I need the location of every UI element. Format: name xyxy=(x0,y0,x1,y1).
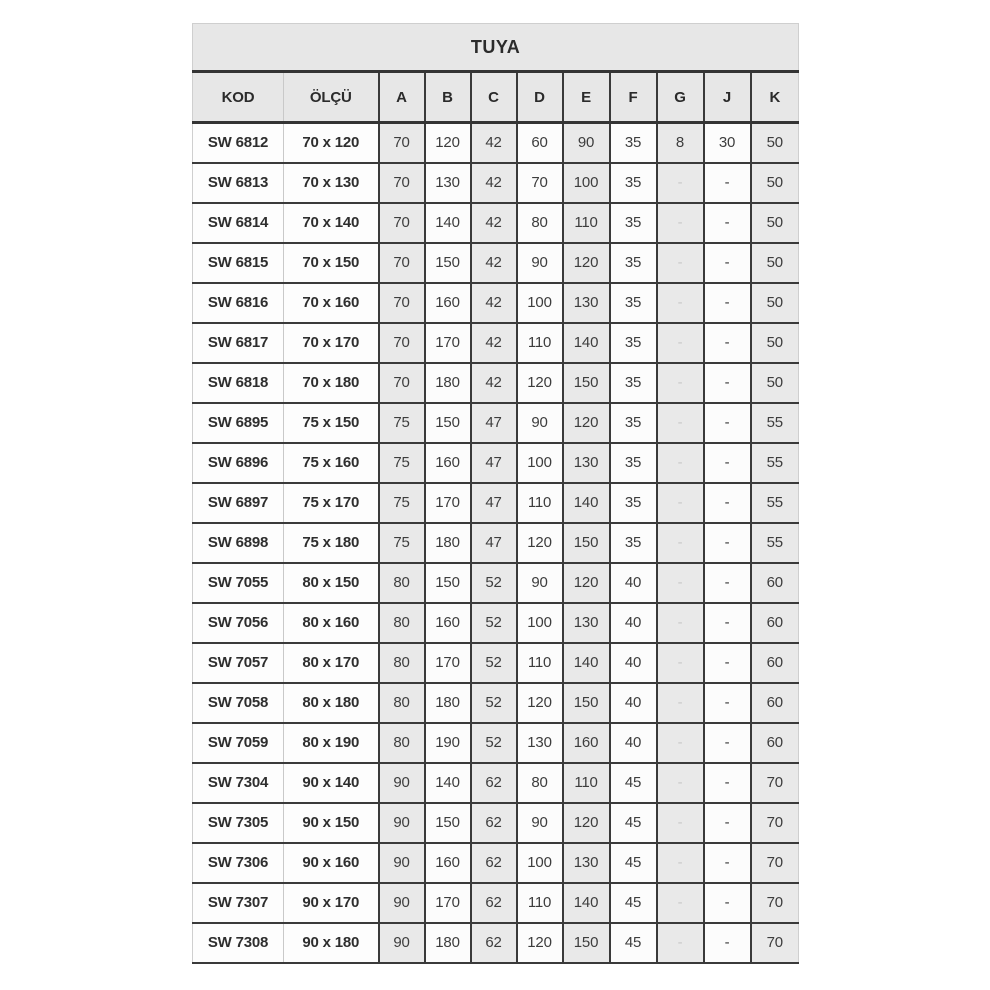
value-cell-k: 50 xyxy=(751,163,799,203)
value-cell-e: 110 xyxy=(563,203,610,243)
value-cell-c: 47 xyxy=(471,523,517,563)
table-row xyxy=(193,563,799,603)
value-cell-c: 47 xyxy=(471,443,517,483)
table-row xyxy=(193,483,799,523)
value-cell-j: - xyxy=(704,883,751,923)
value-cell-e: 120 xyxy=(563,403,610,443)
column-header-a: A xyxy=(379,72,425,123)
kod-cell: SW 7307 xyxy=(193,883,284,923)
value-cell-g: - xyxy=(657,243,704,283)
column-header-ölçü: ÖLÇÜ xyxy=(284,72,379,123)
value-cell-j: - xyxy=(704,603,751,643)
value-cell-g: - xyxy=(657,563,704,603)
value-cell-f: 40 xyxy=(610,723,657,763)
value-cell-b: 130 xyxy=(425,163,471,203)
olcu-cell: 90 x 160 xyxy=(284,843,379,883)
value-cell-k: 55 xyxy=(751,443,799,483)
value-cell-j: 30 xyxy=(704,123,751,163)
value-cell-k: 50 xyxy=(751,323,799,363)
value-cell-c: 52 xyxy=(471,643,517,683)
value-cell-a: 90 xyxy=(379,923,425,963)
value-cell-g: 8 xyxy=(657,123,704,163)
kod-cell: SW 7055 xyxy=(193,563,284,603)
value-cell-a: 80 xyxy=(379,723,425,763)
table-row xyxy=(193,883,799,923)
olcu-cell: 75 x 180 xyxy=(284,523,379,563)
table-row xyxy=(193,163,799,203)
value-cell-c: 62 xyxy=(471,883,517,923)
value-cell-e: 150 xyxy=(563,683,610,723)
value-cell-b: 140 xyxy=(425,203,471,243)
value-cell-b: 160 xyxy=(425,843,471,883)
table-row xyxy=(193,443,799,483)
table-row xyxy=(193,123,799,163)
value-cell-e: 100 xyxy=(563,163,610,203)
value-cell-j: - xyxy=(704,483,751,523)
value-cell-c: 42 xyxy=(471,123,517,163)
kod-cell: SW 6815 xyxy=(193,243,284,283)
value-cell-b: 150 xyxy=(425,243,471,283)
table-row xyxy=(193,723,799,763)
table-title-row xyxy=(193,24,799,72)
value-cell-c: 52 xyxy=(471,603,517,643)
value-cell-c: 52 xyxy=(471,563,517,603)
kod-cell: SW 7057 xyxy=(193,643,284,683)
value-cell-g: - xyxy=(657,763,704,803)
value-cell-j: - xyxy=(704,763,751,803)
value-cell-c: 62 xyxy=(471,763,517,803)
value-cell-f: 35 xyxy=(610,203,657,243)
value-cell-j: - xyxy=(704,683,751,723)
value-cell-d: 90 xyxy=(517,243,563,283)
value-cell-k: 60 xyxy=(751,683,799,723)
table-row xyxy=(193,923,799,963)
value-cell-g: - xyxy=(657,163,704,203)
value-cell-k: 50 xyxy=(751,123,799,163)
kod-cell: SW 6813 xyxy=(193,163,284,203)
value-cell-e: 130 xyxy=(563,603,610,643)
value-cell-e: 150 xyxy=(563,923,610,963)
value-cell-g: - xyxy=(657,523,704,563)
value-cell-f: 35 xyxy=(610,523,657,563)
value-cell-g: - xyxy=(657,723,704,763)
tuya-size-table xyxy=(192,23,799,964)
value-cell-f: 40 xyxy=(610,603,657,643)
value-cell-k: 50 xyxy=(751,203,799,243)
value-cell-a: 80 xyxy=(379,603,425,643)
column-header-e: E xyxy=(563,72,610,123)
table-row xyxy=(193,643,799,683)
value-cell-g: - xyxy=(657,363,704,403)
value-cell-a: 90 xyxy=(379,763,425,803)
value-cell-f: 40 xyxy=(610,563,657,603)
olcu-cell: 80 x 160 xyxy=(284,603,379,643)
kod-cell: SW 6895 xyxy=(193,403,284,443)
value-cell-d: 100 xyxy=(517,443,563,483)
value-cell-j: - xyxy=(704,523,751,563)
value-cell-c: 52 xyxy=(471,683,517,723)
value-cell-k: 70 xyxy=(751,843,799,883)
value-cell-g: - xyxy=(657,323,704,363)
value-cell-e: 120 xyxy=(563,243,610,283)
kod-cell: SW 6812 xyxy=(193,123,284,163)
value-cell-d: 120 xyxy=(517,923,563,963)
value-cell-d: 100 xyxy=(517,843,563,883)
value-cell-f: 45 xyxy=(610,843,657,883)
olcu-cell: 80 x 170 xyxy=(284,643,379,683)
value-cell-k: 70 xyxy=(751,883,799,923)
value-cell-e: 130 xyxy=(563,443,610,483)
value-cell-d: 110 xyxy=(517,483,563,523)
value-cell-a: 80 xyxy=(379,563,425,603)
table-row xyxy=(193,523,799,563)
value-cell-a: 80 xyxy=(379,643,425,683)
value-cell-f: 35 xyxy=(610,483,657,523)
value-cell-k: 60 xyxy=(751,643,799,683)
olcu-cell: 80 x 180 xyxy=(284,683,379,723)
value-cell-g: - xyxy=(657,883,704,923)
value-cell-g: - xyxy=(657,203,704,243)
olcu-cell: 70 x 170 xyxy=(284,323,379,363)
value-cell-k: 55 xyxy=(751,523,799,563)
table-row xyxy=(193,323,799,363)
value-cell-f: 45 xyxy=(610,923,657,963)
olcu-cell: 70 x 160 xyxy=(284,283,379,323)
value-cell-k: 55 xyxy=(751,483,799,523)
value-cell-k: 60 xyxy=(751,603,799,643)
value-cell-j: - xyxy=(704,803,751,843)
value-cell-f: 40 xyxy=(610,683,657,723)
kod-cell: SW 7308 xyxy=(193,923,284,963)
value-cell-g: - xyxy=(657,803,704,843)
table-title: TUYA xyxy=(193,24,799,72)
value-cell-j: - xyxy=(704,443,751,483)
value-cell-f: 35 xyxy=(610,283,657,323)
value-cell-b: 150 xyxy=(425,403,471,443)
value-cell-g: - xyxy=(657,643,704,683)
value-cell-d: 110 xyxy=(517,643,563,683)
value-cell-j: - xyxy=(704,723,751,763)
column-header-d: D xyxy=(517,72,563,123)
value-cell-c: 42 xyxy=(471,323,517,363)
value-cell-b: 180 xyxy=(425,523,471,563)
value-cell-k: 50 xyxy=(751,283,799,323)
value-cell-d: 120 xyxy=(517,523,563,563)
value-cell-d: 60 xyxy=(517,123,563,163)
value-cell-k: 70 xyxy=(751,763,799,803)
value-cell-e: 120 xyxy=(563,803,610,843)
value-cell-j: - xyxy=(704,203,751,243)
kod-cell: SW 6897 xyxy=(193,483,284,523)
value-cell-f: 45 xyxy=(610,803,657,843)
value-cell-g: - xyxy=(657,683,704,723)
value-cell-f: 35 xyxy=(610,163,657,203)
value-cell-e: 150 xyxy=(563,523,610,563)
olcu-cell: 75 x 150 xyxy=(284,403,379,443)
value-cell-e: 130 xyxy=(563,283,610,323)
value-cell-e: 150 xyxy=(563,363,610,403)
value-cell-e: 140 xyxy=(563,883,610,923)
table-row xyxy=(193,603,799,643)
value-cell-c: 52 xyxy=(471,723,517,763)
olcu-cell: 75 x 170 xyxy=(284,483,379,523)
value-cell-b: 170 xyxy=(425,483,471,523)
kod-cell: SW 6816 xyxy=(193,283,284,323)
value-cell-a: 75 xyxy=(379,443,425,483)
value-cell-a: 90 xyxy=(379,883,425,923)
value-cell-d: 90 xyxy=(517,803,563,843)
value-cell-c: 42 xyxy=(471,283,517,323)
kod-cell: SW 6817 xyxy=(193,323,284,363)
value-cell-b: 180 xyxy=(425,683,471,723)
olcu-cell: 80 x 190 xyxy=(284,723,379,763)
value-cell-j: - xyxy=(704,643,751,683)
table-row xyxy=(193,763,799,803)
value-cell-f: 35 xyxy=(610,363,657,403)
value-cell-b: 180 xyxy=(425,363,471,403)
value-cell-d: 90 xyxy=(517,403,563,443)
value-cell-d: 80 xyxy=(517,203,563,243)
value-cell-c: 47 xyxy=(471,403,517,443)
value-cell-a: 90 xyxy=(379,803,425,843)
value-cell-a: 70 xyxy=(379,163,425,203)
olcu-cell: 90 x 170 xyxy=(284,883,379,923)
value-cell-a: 70 xyxy=(379,203,425,243)
value-cell-d: 130 xyxy=(517,723,563,763)
value-cell-b: 120 xyxy=(425,123,471,163)
table-row xyxy=(193,803,799,843)
table-row xyxy=(193,203,799,243)
value-cell-d: 110 xyxy=(517,323,563,363)
value-cell-d: 90 xyxy=(517,563,563,603)
kod-cell: SW 7058 xyxy=(193,683,284,723)
value-cell-j: - xyxy=(704,563,751,603)
value-cell-a: 90 xyxy=(379,843,425,883)
value-cell-b: 170 xyxy=(425,323,471,363)
value-cell-f: 40 xyxy=(610,643,657,683)
olcu-cell: 70 x 180 xyxy=(284,363,379,403)
value-cell-b: 140 xyxy=(425,763,471,803)
value-cell-e: 130 xyxy=(563,843,610,883)
value-cell-a: 70 xyxy=(379,363,425,403)
value-cell-c: 42 xyxy=(471,163,517,203)
kod-cell: SW 6896 xyxy=(193,443,284,483)
column-header-kod: KOD xyxy=(193,72,284,123)
table-row xyxy=(193,843,799,883)
value-cell-a: 70 xyxy=(379,243,425,283)
value-cell-g: - xyxy=(657,483,704,523)
value-cell-a: 75 xyxy=(379,403,425,443)
value-cell-d: 110 xyxy=(517,883,563,923)
value-cell-g: - xyxy=(657,403,704,443)
value-cell-e: 90 xyxy=(563,123,610,163)
value-cell-k: 70 xyxy=(751,923,799,963)
table-row xyxy=(193,243,799,283)
table-body xyxy=(193,123,799,963)
value-cell-k: 70 xyxy=(751,803,799,843)
kod-cell: SW 7306 xyxy=(193,843,284,883)
value-cell-f: 45 xyxy=(610,883,657,923)
value-cell-d: 120 xyxy=(517,363,563,403)
value-cell-f: 45 xyxy=(610,763,657,803)
value-cell-a: 70 xyxy=(379,123,425,163)
value-cell-j: - xyxy=(704,323,751,363)
column-header-c: C xyxy=(471,72,517,123)
value-cell-c: 42 xyxy=(471,203,517,243)
value-cell-a: 70 xyxy=(379,323,425,363)
column-header-g: G xyxy=(657,72,704,123)
kod-cell: SW 6818 xyxy=(193,363,284,403)
table-row xyxy=(193,403,799,443)
value-cell-j: - xyxy=(704,163,751,203)
olcu-cell: 90 x 150 xyxy=(284,803,379,843)
olcu-cell: 90 x 140 xyxy=(284,763,379,803)
table-row xyxy=(193,283,799,323)
olcu-cell: 70 x 130 xyxy=(284,163,379,203)
value-cell-f: 35 xyxy=(610,243,657,283)
value-cell-a: 75 xyxy=(379,523,425,563)
value-cell-j: - xyxy=(704,283,751,323)
value-cell-b: 160 xyxy=(425,443,471,483)
olcu-cell: 80 x 150 xyxy=(284,563,379,603)
table-row xyxy=(193,683,799,723)
value-cell-g: - xyxy=(657,443,704,483)
value-cell-c: 42 xyxy=(471,363,517,403)
value-cell-j: - xyxy=(704,363,751,403)
value-cell-c: 42 xyxy=(471,243,517,283)
value-cell-d: 120 xyxy=(517,683,563,723)
value-cell-f: 35 xyxy=(610,323,657,363)
value-cell-j: - xyxy=(704,923,751,963)
value-cell-b: 160 xyxy=(425,603,471,643)
value-cell-k: 50 xyxy=(751,243,799,283)
value-cell-g: - xyxy=(657,283,704,323)
olcu-cell: 75 x 160 xyxy=(284,443,379,483)
value-cell-f: 35 xyxy=(610,403,657,443)
value-cell-b: 170 xyxy=(425,643,471,683)
kod-cell: SW 7056 xyxy=(193,603,284,643)
value-cell-g: - xyxy=(657,843,704,883)
column-header-j: J xyxy=(704,72,751,123)
value-cell-k: 60 xyxy=(751,723,799,763)
value-cell-d: 100 xyxy=(517,603,563,643)
olcu-cell: 70 x 140 xyxy=(284,203,379,243)
table-row xyxy=(193,363,799,403)
value-cell-e: 140 xyxy=(563,643,610,683)
kod-cell: SW 6898 xyxy=(193,523,284,563)
value-cell-k: 60 xyxy=(751,563,799,603)
value-cell-d: 80 xyxy=(517,763,563,803)
olcu-cell: 70 x 120 xyxy=(284,123,379,163)
value-cell-c: 47 xyxy=(471,483,517,523)
column-header-f: F xyxy=(610,72,657,123)
value-cell-c: 62 xyxy=(471,843,517,883)
value-cell-e: 110 xyxy=(563,763,610,803)
kod-cell: SW 7304 xyxy=(193,763,284,803)
value-cell-k: 55 xyxy=(751,403,799,443)
value-cell-g: - xyxy=(657,923,704,963)
value-cell-c: 62 xyxy=(471,803,517,843)
value-cell-k: 50 xyxy=(751,363,799,403)
value-cell-e: 160 xyxy=(563,723,610,763)
value-cell-j: - xyxy=(704,243,751,283)
value-cell-a: 70 xyxy=(379,283,425,323)
value-cell-b: 190 xyxy=(425,723,471,763)
column-header-k: K xyxy=(751,72,799,123)
value-cell-b: 150 xyxy=(425,803,471,843)
value-cell-a: 75 xyxy=(379,483,425,523)
value-cell-j: - xyxy=(704,403,751,443)
kod-cell: SW 7059 xyxy=(193,723,284,763)
value-cell-b: 180 xyxy=(425,923,471,963)
value-cell-a: 80 xyxy=(379,683,425,723)
value-cell-f: 35 xyxy=(610,123,657,163)
value-cell-e: 120 xyxy=(563,563,610,603)
kod-cell: SW 6814 xyxy=(193,203,284,243)
column-header-b: B xyxy=(425,72,471,123)
value-cell-g: - xyxy=(657,603,704,643)
value-cell-f: 35 xyxy=(610,443,657,483)
olcu-cell: 70 x 150 xyxy=(284,243,379,283)
kod-cell: SW 7305 xyxy=(193,803,284,843)
olcu-cell: 90 x 180 xyxy=(284,923,379,963)
value-cell-e: 140 xyxy=(563,483,610,523)
value-cell-j: - xyxy=(704,843,751,883)
value-cell-b: 160 xyxy=(425,283,471,323)
value-cell-d: 70 xyxy=(517,163,563,203)
value-cell-b: 170 xyxy=(425,883,471,923)
value-cell-e: 140 xyxy=(563,323,610,363)
table-header-row xyxy=(193,72,799,123)
value-cell-b: 150 xyxy=(425,563,471,603)
value-cell-d: 100 xyxy=(517,283,563,323)
value-cell-c: 62 xyxy=(471,923,517,963)
